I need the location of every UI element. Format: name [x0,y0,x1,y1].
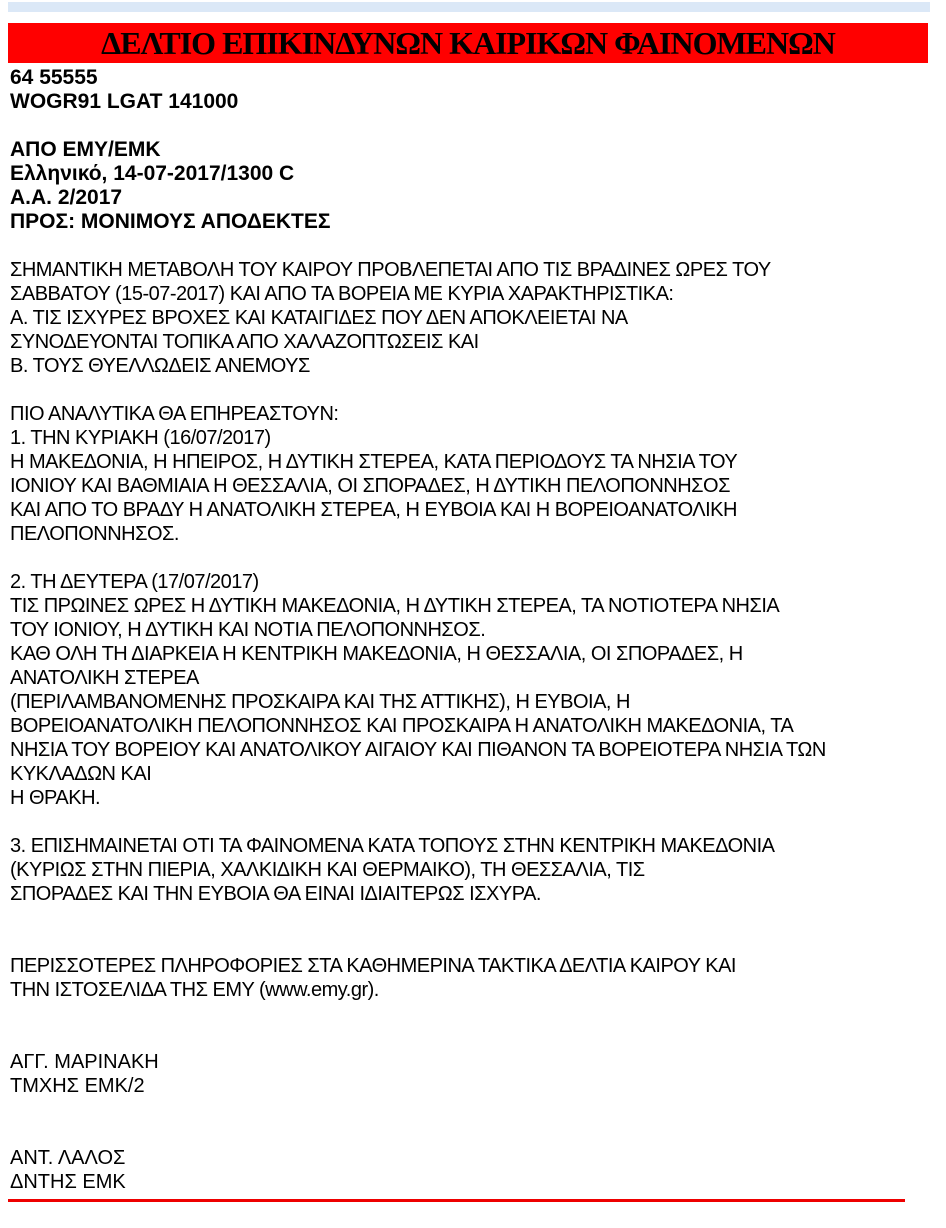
text-line: ΣΑΒΒΑΤΟΥ (15-07-2017) ΚΑΙ ΑΠΟ ΤΑ ΒΟΡΕΙΑ ΜΕ ΚΥΡΙΑ ΧΑΡΑΚΤΗΡΙΣΤΙΚΑ: [10,283,674,305]
text-line: 64 55555 [10,66,98,89]
text-line: Α.Α. 2/2017 [10,186,123,209]
signature-block-2 [10,1146,946,1194]
text-line: ΤΙΣ ΠΡΩΙΝΕΣ ΩΡΕΣ Η ΔΥΤΙΚΗ ΜΑΚΕΔΟΝΙΑ, Η ΔΥΤΙΚΗ ΣΤΕΡΕΑ, ΤΑ ΝΟΤΙΟΤΕΡΑ ΝΗΣΙΑ [10,595,780,617]
text-line: WOGR91 LGAT 141000 [10,90,239,113]
text-line: ΔΝΤΗΣ ΕΜΚ [10,1171,126,1193]
text-line: ΑΓΓ. ΜΑΡΙΝΑΚΗ [10,1051,159,1073]
text-line: ΤΗΝ ΙΣΤΟΣΕΛΙΔΑ ΤΗΣ ΕΜΥ (www.emy.gr). [10,979,379,1001]
text-line: (ΠΕΡΙΛΑΜΒΑΝΟΜΕΝΗΣ ΠΡΟΣΚΑΙΡΑ ΚΑΙ ΤΗΣ ΑΤΤΙΚΗΣ), Η ΕΥΒΟΙΑ, Η [10,691,630,713]
paragraph-monday-forecast [10,570,946,810]
signature-block-1 [10,1050,946,1098]
text-line: Η ΘΡΑΚΗ. [10,787,101,809]
text-line: ΑΝΑΤΟΛΙΚΗ ΣΤΕΡΕΑ [10,667,199,689]
text-line: ΑΠΟ ΕΜΥ/ΕΜΚ [10,138,161,161]
text-line: ΣΠΟΡΑΔΕΣ ΚΑΙ ΤΗΝ ΕΥΒΟΙΑ ΘΑ ΕΙΝΑΙ ΙΔΙΑΙΤΕΡΩΣ ΙΣΧΥΡΑ. [10,883,541,905]
text-line: ΝΗΣΙΑ ΤΟΥ ΒΟΡΕΙΟΥ ΚΑΙ ΑΝΑΤΟΛΙΚΟΥ ΑΙΓΑΙΟΥ ΚΑΙ ΠΙΘΑΝΟΝ ΤΑ ΒΟΡΕΙΟΤΕΡΑ ΝΗΣΙΑ ΤΩΝ [10,739,826,761]
warning-banner [8,23,928,63]
text-line: ΒΟΡΕΙΟΑΝΑΤΟΛΙΚΗ ΠΕΛΟΠΟΝΝΗΣΟΣ ΚΑΙ ΠΡΟΣΚΑΙΡΑ Η ΑΝΑΤΟΛΙΚΗ ΜΑΚΕΔΟΝΙΑ, ΤΑ [10,715,794,737]
paragraph-sunday-forecast [10,402,946,546]
text-line: ΠΕΛΟΠΟΝΝΗΣΟΣ. [10,523,179,545]
text-line: ΚΑΘ ΟΛΗ ΤΗ ΔΙΑΡΚΕΙΑ Η ΚΕΝΤΡΙΚΗ ΜΑΚΕΔΟΝΙΑ, Η ΘΕΣΣΑΛΙΑ, ΟΙ ΣΠΟΡΑΔΕΣ, Η [10,643,743,665]
paragraph-severity-note [10,834,946,906]
text-line: Ελληνικό, 14-07-2017/1300 C [10,162,295,185]
origin-block [10,138,946,234]
paragraph-summary [10,258,946,378]
text-line: 1. ΤΗΝ ΚΥΡΙΑΚΗ (16/07/2017) [10,427,271,449]
paragraph-more-info [10,954,946,1002]
text-line: ΑΝΤ. ΛΑΛΟΣ [10,1147,126,1169]
text-line: ΠΙΟ ΑΝΑΛΥΤΙΚΑ ΘΑ ΕΠΗΡΕΑΣΤΟΥΝ: [10,403,339,425]
text-line: ΤΟΥ ΙΟΝΙΟΥ, Η ΔΥΤΙΚΗ ΚΑΙ ΝΟΤΙΑ ΠΕΛΟΠΟΝΝΗΣΟΣ. [10,619,486,641]
text-line: Η ΜΑΚΕΔΟΝΙΑ, Η ΗΠΕΙΡΟΣ, Η ΔΥΤΙΚΗ ΣΤΕΡΕΑ, ΚΑΤΑ ΠΕΡΙΟΔΟΥΣ ΤΑ ΝΗΣΙΑ ΤΟΥ [10,451,738,473]
text-line: ΠΡΟΣ: ΜΟΝΙΜΟΥΣ ΑΠΟΔΕΚΤΕΣ [10,210,331,233]
bulletin-content [10,66,946,1194]
text-line: ΤΜΧΗΣ ΕΜΚ/2 [10,1075,145,1097]
telegram-header-block [10,66,946,114]
top-highlight-bar [8,2,930,12]
text-line: Β. ΤΟΥΣ ΘΥΕΛΛΩΔΕΙΣ ΑΝΕΜΟΥΣ [10,355,310,377]
text-line: ΣΗΜΑΝΤΙΚΗ ΜΕΤΑΒΟΛΗ ΤΟΥ ΚΑΙΡΟΥ ΠΡΟΒΛΕΠΕΤΑΙ ΑΠΟ ΤΙΣ ΒΡΑΔΙΝΕΣ ΩΡΕΣ ΤΟΥ [10,259,771,281]
text-line: 2. ΤΗ ΔΕΥΤΕΡΑ (17/07/2017) [10,571,259,593]
text-line: Α. ΤΙΣ ΙΣΧΥΡΕΣ ΒΡΟΧΕΣ ΚΑΙ ΚΑΤΑΙΓΙΔΕΣ ΠΟΥ ΔΕΝ ΑΠΟΚΛΕΙΕΤΑΙ ΝΑ [10,307,628,329]
text-line: ΙΟΝΙΟΥ ΚΑΙ ΒΑΘΜΙΑΙΑ Η ΘΕΣΣΑΛΙΑ, ΟΙ ΣΠΟΡΑΔΕΣ, Η ΔΥΤΙΚΗ ΠΕΛΟΠΟΝΝΗΣΟΣ [10,475,730,497]
text-line: ΠΕΡΙΣΣΟΤΕΡΕΣ ΠΛΗΡΟΦΟΡΙΕΣ ΣΤΑ ΚΑΘΗΜΕΡΙΝΑ ΤΑΚΤΙΚΑ ΔΕΛΤΙΑ ΚΑΙΡΟΥ ΚΑΙ [10,955,736,977]
text-line: ΣΥΝΟΔΕΥΟΝΤΑΙ ΤΟΠΙΚΑ ΑΠΟ ΧΑΛΑΖΟΠΤΩΣΕΙΣ ΚΑΙ [10,331,479,353]
bottom-red-rule [8,1199,905,1202]
text-line: (ΚΥΡΙΩΣ ΣΤΗΝ ΠΙΕΡΙΑ, ΧΑΛΚΙΔΙΚΗ ΚΑΙ ΘΕΡΜΑΙΚΟ), ΤΗ ΘΕΣΣΑΛΙΑ, ΤΙΣ [10,859,645,881]
bulletin-title: ΔΕΛΤΙΟ ΕΠΙΚΙΝΔΥΝΩΝ ΚΑΙΡΙΚΩΝ ΦΑΙΝΟΜΕΝΩΝ [101,25,835,61]
text-line: 3. ΕΠΙΣΗΜΑΙΝΕΤΑΙ ΟΤΙ ΤΑ ΦΑΙΝΟΜΕΝΑ ΚΑΤΑ ΤΟΠΟΥΣ ΣΤΗΝ ΚΕΝΤΡΙΚΗ ΜΑΚΕΔΟΝΙΑ [10,835,775,857]
text-line: ΚΥΚΛΑΔΩΝ ΚΑΙ [10,763,152,785]
text-line: ΚΑΙ ΑΠΟ ΤΟ ΒΡΑΔΥ Η ΑΝΑΤΟΛΙΚΗ ΣΤΕΡΕΑ, Η ΕΥΒΟΙΑ ΚΑΙ Η ΒΟΡΕΙΟΑΝΑΤΟΛΙΚΗ [10,499,737,521]
